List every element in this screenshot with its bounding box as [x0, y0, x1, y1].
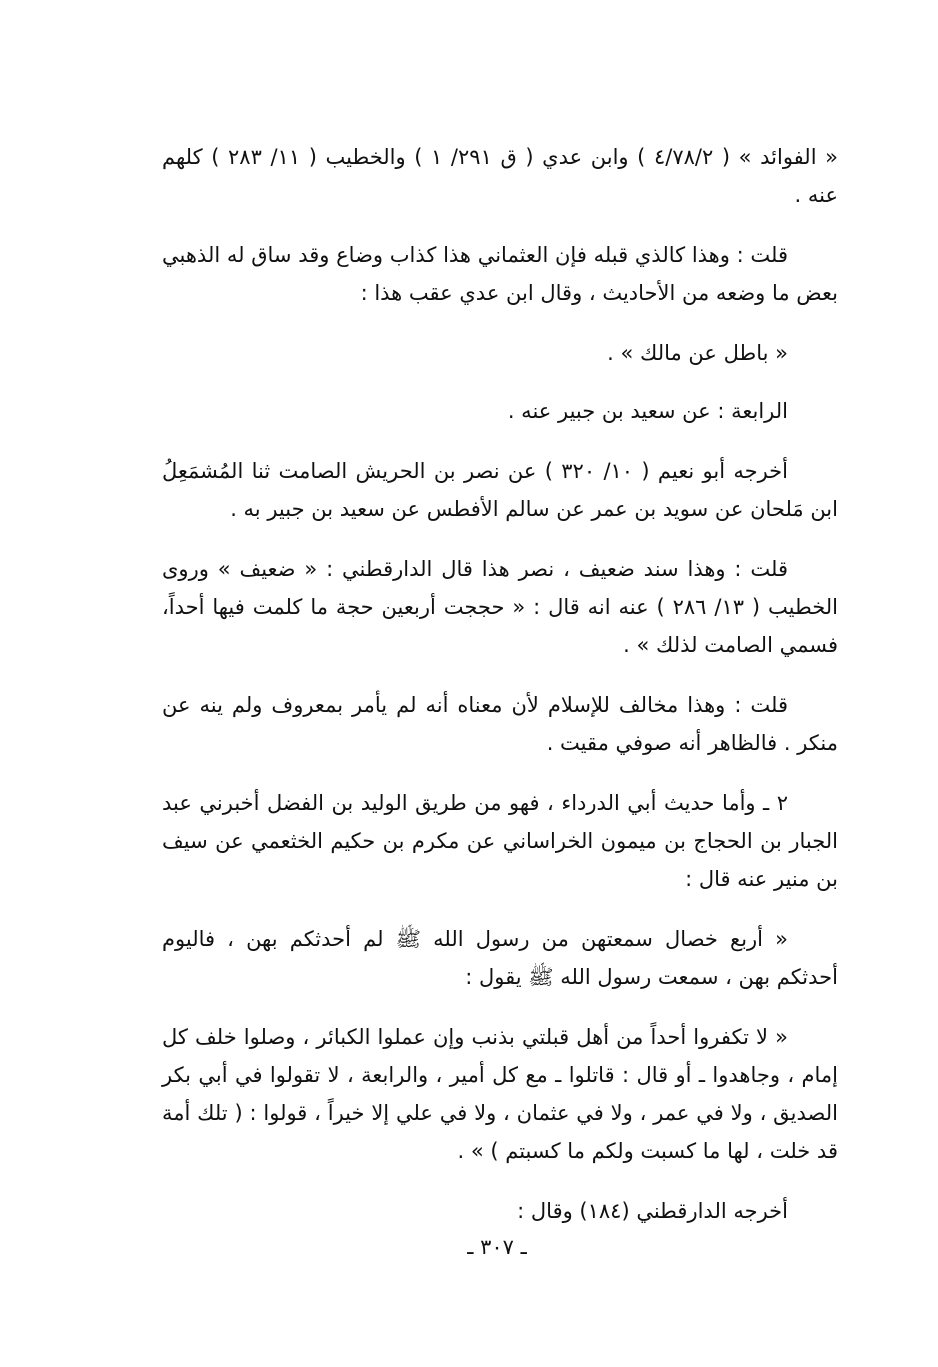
paragraph-abu-darda-chain: ٢ ـ وأما حديث أبي الدرداء ، فهو من طريق الوليد بن الفضل أخبرني عبد الجبار بن الحجاج بن ميمون الخراساني عن مكرم بن حكيم الخثعمي عن سيف بن منير عنه قال : — [162, 791, 838, 891]
paragraph-abu-nuaym-chain: أخرجه أبو نعيم ( ١٠/ ٣٢٠ ) عن نصر بن الحريش الصامت ثنا المُشمَعِلُ ابن مَلحان عن سويد بن عمر عن سالم الأفطس عن سعيد بن جبير به . — [162, 459, 838, 521]
paragraph-sources-continuation: « الفوائد » ( ٤/٧٨/٢ ) وابن عدي ( ق ٢٩١/ ١ ) والخطيب ( ١١/ ٢٨٣ ) كلهم عنه . — [162, 145, 838, 207]
paragraph-comment-contradiction: قلت : وهذا مخالف للإسلام لأن معناه أنه لم يأمر بمعروف ولم ينه عن منكر . فالظاهر أنه صوفي مقيت . — [162, 693, 838, 755]
paragraph-fourth-chain-heading: الرابعة : عن سعيد بن جبير عنه . — [507, 399, 788, 423]
body-text — [162, 138, 838, 1230]
paragraph-four-traits-intro: « أربع خصال سمعتهن من رسول الله ﷺ لم أحدثكم بهن ، فاليوم أحدثكم بهن ، سمعت رسول الله ﷺ يقول : — [162, 927, 838, 989]
paragraph-comment-nasr: قلت : وهذا سند ضعيف ، نصر هذا قال الدارقطني : « ضعيف » وروى الخطيب ( ١٣/ ٢٨٦ ) عنه انه قال : « حججت أربعين حجة ما كلمت فيها أحداً، فسمي الصامت لذلك » . — [162, 557, 838, 657]
paragraph-hadith-text: « لا تكفروا أحداً من أهل قبلتي بذنب وإن عملوا الكبائر ، وصلوا خلف كل إمام ، وجاهدوا ـ أو قال : قاتلوا ـ مع كل أمير ، والرابعة ، لا تقولوا في أبي بكر الصديق ، ولا في عمر ، ولا في عثمان ، ولا في علي إلا خيراً ، قولوا : ( تلك أمة قد خلت ، لها ما كسبت ولكم ما كسبتم ) » . — [162, 1025, 838, 1163]
paragraph-daraqutni-source: أخرجه الدارقطني (١٨٤) وقال : — [517, 1199, 788, 1223]
paragraph-ibn-adi-quote: « باطل عن مالك » . — [607, 341, 788, 365]
paragraph-comment-uthmani: قلت : وهذا كالذي قبله فإن العثماني هذا كذاب وضاع وقد ساق له الذهبي بعض ما وضعه من الأحاديث ، وقال ابن عدي عقب هذا : — [162, 243, 838, 305]
page-number: ـ ٣٠٧ ـ — [467, 1235, 527, 1259]
